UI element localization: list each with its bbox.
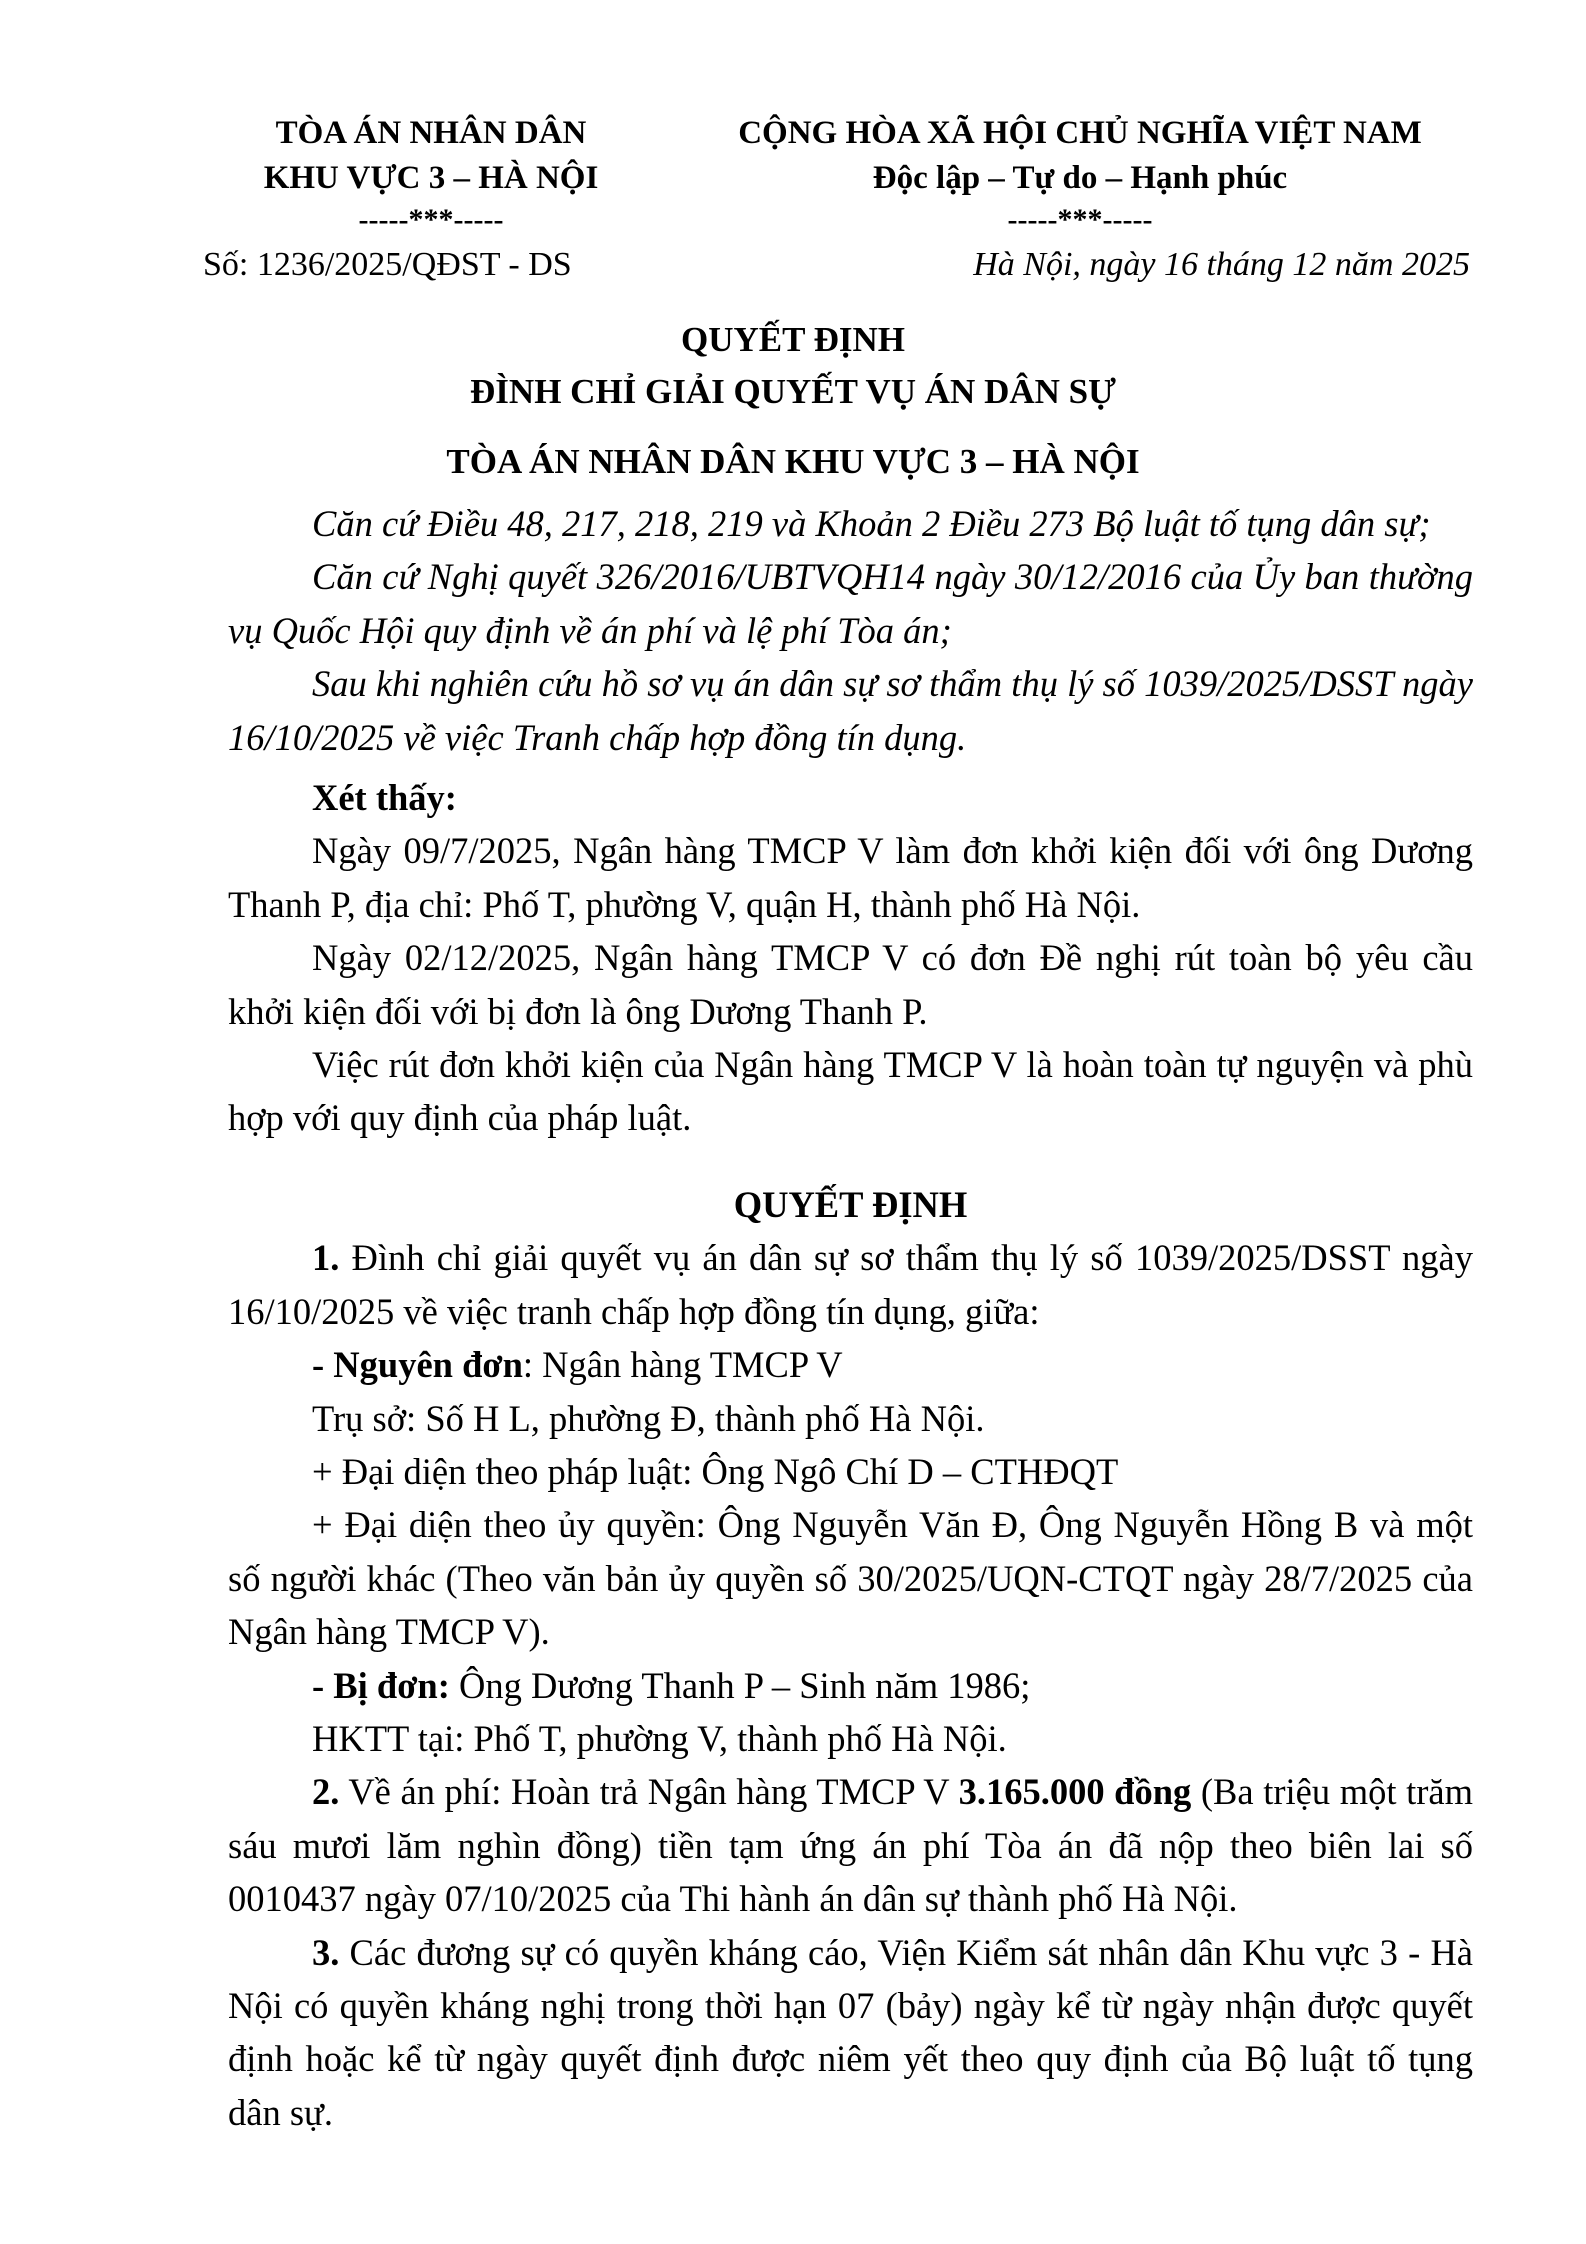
finding-paragraph: Việc rút đơn khởi kiện của Ngân hàng TMCP V là hoàn toàn tự nguyện và phù hợp với quy định của pháp luật.	[228, 1044, 1473, 1139]
item-number: 3.	[312, 1931, 340, 1973]
national-motto-header	[660, 111, 1500, 239]
place-and-date: Hà Nội, ngày 16 tháng 12 năm 2025	[973, 246, 1470, 283]
item-text: Đình chỉ giải quyết vụ án dân sự sơ thẩm thụ lý số 1039/2025/DSST ngày 16/10/2025 về việc tranh chấp hợp đồng tín dụng, giữa:	[228, 1237, 1473, 1332]
legal-basis-2: Căn cứ Nghị quyết 326/2016/UBTVQH14 ngày 30/12/2016 của Ủy ban thường vụ Quốc Hội quy định về án phí và lệ phí Tòa án;	[228, 556, 1473, 651]
defendant-label: - Bị đơn:	[312, 1664, 450, 1706]
legal-basis-3: Sau khi nghiên cứu hồ sơ vụ án dân sự sơ thẩm thụ lý số 1039/2025/DSST ngày 16/10/2025 về việc Tranh chấp hợp đồng tín dụng.	[228, 663, 1473, 758]
item-number: 2.	[312, 1771, 340, 1813]
national-motto: Độc lập – Tự do – Hạnh phúc	[872, 160, 1288, 196]
court-separator: -----***-----	[358, 203, 504, 236]
court-name-line1: TÒA ÁN NHÂN DÂN	[275, 115, 587, 151]
defendant-line	[228, 1659, 1473, 1712]
legal-basis-1: Căn cứ Điều 48, 217, 218, 219 và Khoản 2 Điều 273 Bộ luật tố tụng dân sự;	[312, 503, 1431, 544]
court-header	[226, 111, 636, 239]
document-number: Số: 1236/2025/QĐST - DS	[203, 246, 572, 283]
plaintiff-line	[228, 1338, 1473, 1391]
authorized-representative: + Đại diện theo ủy quyền: Ông Nguyễn Văn Đ, Ông Nguyễn Hồng B và một số người khác (Theo văn bản ủy quyền số 30/2025/UQN-CTQT ngày 28/7/2025 của Ngân hàng TMCP V).	[228, 1504, 1473, 1653]
decision-item-1	[228, 1231, 1473, 1338]
decision-heading: QUYẾT ĐỊNH	[733, 1183, 968, 1225]
refund-amount: 3.165.000 đồng	[958, 1771, 1192, 1813]
legal-representative: + Đại diện theo pháp luật: Ông Ngô Chí D – CTHĐQT	[312, 1450, 1119, 1492]
document-title: QUYẾT ĐỊNH	[681, 320, 905, 359]
decision-item-2	[228, 1765, 1473, 1925]
plaintiff-label: - Nguyên đơn	[312, 1344, 523, 1386]
item-text: (Ba triệu một trăm sáu mươi lăm nghìn đồng) tiền tạm ứng án phí Tòa án đã nộp theo biên lai số 0010437 ngày 07/10/2025 của Thi hành án dân sự thành phố Hà Nội.	[228, 1771, 1473, 1920]
decision-item-3	[228, 1926, 1473, 2140]
defendant-value: Ông Dương Thanh P – Sinh năm 1986;	[449, 1664, 1031, 1706]
item-number: 1.	[312, 1237, 340, 1279]
document-body	[228, 497, 1473, 2139]
court-name-line2: KHU VỰC 3 – HÀ NỘI	[263, 160, 599, 196]
item-text: Về án phí: Hoàn trả Ngân hàng TMCP V	[339, 1771, 959, 1813]
finding-paragraph: Ngày 09/7/2025, Ngân hàng TMCP V làm đơn khởi kiện đối với ông Dương Thanh P, địa chỉ: Phố T, phường V, quận H, thành phố Hà Nội.	[228, 830, 1473, 925]
item-text: Các đương sự có quyền kháng cáo, Viện Kiểm sát nhân dân Khu vực 3 - Hà Nội có quyền kháng nghị trong thời hạn 07 (bảy) ngày kể từ ngày nhận được quyết định hoặc kể từ ngày quyết định được niêm yết theo quy định của Bộ luật tố tụng dân sự.	[228, 1931, 1473, 2133]
plaintiff-address: Trụ sở: Số H L, phường Đ, thành phố Hà Nội.	[312, 1397, 985, 1439]
document-subtitle: ĐÌNH CHỈ GIẢI QUYẾT VỤ ÁN DÂN SỰ	[470, 372, 1116, 411]
findings-heading: Xét thấy:	[312, 777, 457, 819]
plaintiff-value: : Ngân hàng TMCP V	[522, 1344, 843, 1386]
finding-paragraph: Ngày 02/12/2025, Ngân hàng TMCP V có đơn Đề nghị rút toàn bộ yêu cầu khởi kiện đối với bị đơn là ông Dương Thanh P.	[228, 937, 1473, 1032]
motto-separator: -----***-----	[1007, 203, 1153, 236]
defendant-address: HKTT tại: Phố T, phường V, thành phố Hà Nội.	[312, 1717, 1007, 1759]
issuing-court: TÒA ÁN NHÂN DÂN KHU VỰC 3 – HÀ NỘI	[446, 442, 1140, 481]
country-name: CỘNG HÒA XÃ HỘI CHỦ NGHĨA VIỆT NAM	[738, 115, 1422, 151]
